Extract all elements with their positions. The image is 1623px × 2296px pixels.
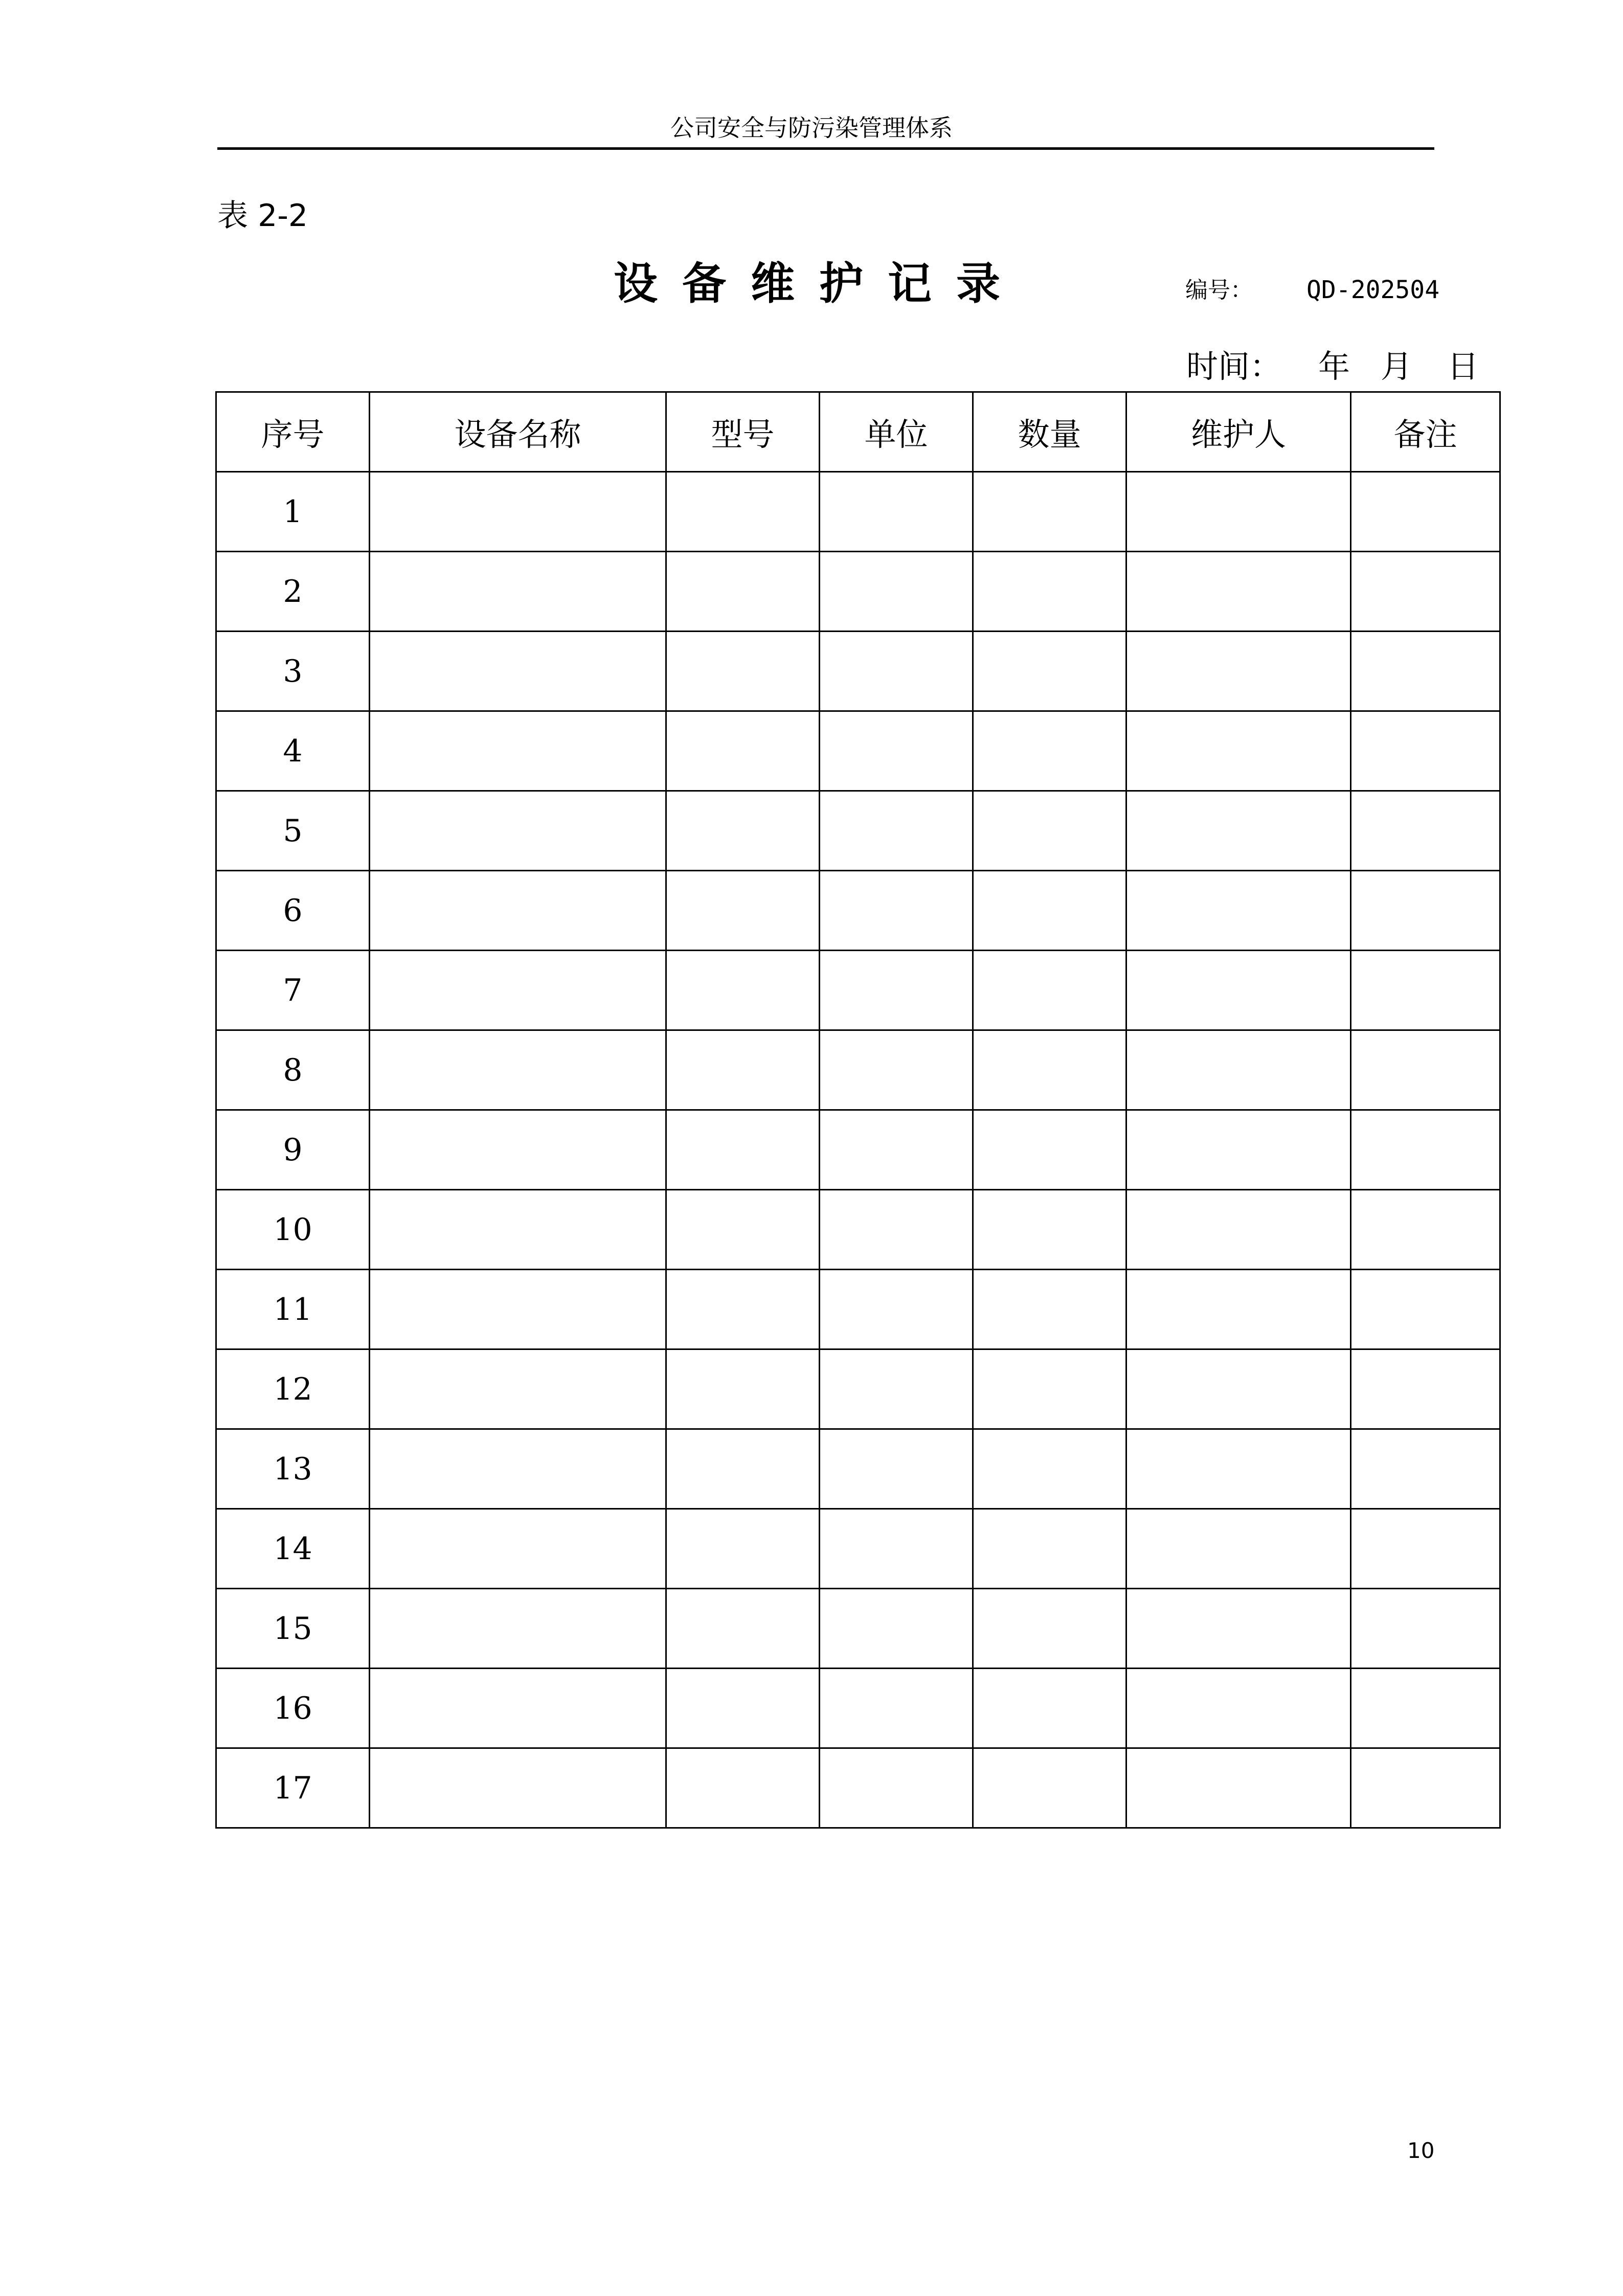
quantity-cell[interactable] xyxy=(973,1669,1126,1748)
unit-cell[interactable] xyxy=(820,472,973,552)
equipment-name-cell[interactable] xyxy=(370,1110,666,1190)
row-seq-cell: 3 xyxy=(216,632,370,711)
page-number: 10 xyxy=(1407,2138,1435,2163)
row-seq-cell: 12 xyxy=(216,1349,370,1429)
table-row xyxy=(216,791,1500,871)
quantity-cell[interactable] xyxy=(973,1349,1126,1429)
equipment-name-cell[interactable] xyxy=(370,632,666,711)
page-header-title: 公司安全与防污染管理体系 xyxy=(670,114,953,142)
quantity-cell[interactable] xyxy=(973,1190,1126,1270)
table-row xyxy=(216,472,1500,552)
table-body xyxy=(216,472,1500,1828)
column-header-remarks: 备注 xyxy=(1351,392,1500,472)
model-cell[interactable] xyxy=(666,1429,820,1509)
remark-cell[interactable] xyxy=(1351,1110,1500,1190)
maintainer-cell[interactable] xyxy=(1126,1270,1351,1349)
maintainer-cell[interactable] xyxy=(1126,1669,1351,1748)
remark-cell[interactable] xyxy=(1351,711,1500,791)
equipment-name-cell[interactable] xyxy=(370,1509,666,1589)
column-header-maintainer: 维护人 xyxy=(1126,392,1351,472)
model-cell[interactable] xyxy=(666,1110,820,1190)
unit-cell[interactable] xyxy=(820,1349,973,1429)
table-header-row xyxy=(216,392,1500,472)
row-seq-cell: 10 xyxy=(216,1190,370,1270)
model-cell[interactable] xyxy=(666,1270,820,1349)
table-row xyxy=(216,1349,1500,1429)
equipment-name-cell[interactable] xyxy=(370,1589,666,1669)
unit-cell[interactable] xyxy=(820,1748,973,1828)
table-row xyxy=(216,1669,1500,1748)
maintainer-cell[interactable] xyxy=(1126,791,1351,871)
model-cell[interactable] xyxy=(666,711,820,791)
remark-cell[interactable] xyxy=(1351,1429,1500,1509)
unit-cell[interactable] xyxy=(820,1110,973,1190)
header-divider xyxy=(217,147,1434,150)
equipment-name-cell[interactable] xyxy=(370,1669,666,1748)
column-header-seq: 序号 xyxy=(216,392,370,472)
equipment-name-cell[interactable] xyxy=(370,1030,666,1110)
maintainer-cell[interactable] xyxy=(1126,1589,1351,1669)
model-cell[interactable] xyxy=(666,1030,820,1110)
equipment-name-cell[interactable] xyxy=(370,711,666,791)
quantity-cell[interactable] xyxy=(973,1589,1126,1669)
quantity-cell[interactable] xyxy=(973,871,1126,951)
model-cell[interactable] xyxy=(666,1748,820,1828)
code-label: 编号： xyxy=(1185,277,1253,303)
row-seq-cell: 6 xyxy=(216,871,370,951)
unit-cell[interactable] xyxy=(820,1270,973,1349)
date-label: 时间： xyxy=(1186,348,1282,385)
table-row xyxy=(216,951,1500,1030)
maintainer-cell[interactable] xyxy=(1126,1030,1351,1110)
table-row xyxy=(216,1270,1500,1349)
remark-cell[interactable] xyxy=(1351,791,1500,871)
row-seq-cell: 14 xyxy=(216,1509,370,1589)
row-seq-cell: 7 xyxy=(216,951,370,1030)
model-cell[interactable] xyxy=(666,1589,820,1669)
remark-cell[interactable] xyxy=(1351,1589,1500,1669)
unit-cell[interactable] xyxy=(820,1030,973,1110)
model-cell[interactable] xyxy=(666,632,820,711)
maintainer-cell[interactable] xyxy=(1126,1190,1351,1270)
maintainer-cell[interactable] xyxy=(1126,472,1351,552)
table-row xyxy=(216,1190,1500,1270)
unit-cell[interactable] xyxy=(820,552,973,632)
table-row xyxy=(216,1030,1500,1110)
row-seq-cell: 9 xyxy=(216,1110,370,1190)
remark-cell[interactable] xyxy=(1351,1190,1500,1270)
model-cell[interactable] xyxy=(666,1509,820,1589)
quantity-cell[interactable] xyxy=(973,1509,1126,1589)
date-day-label: 日 xyxy=(1447,348,1479,385)
date-month-label: 月 xyxy=(1381,348,1413,385)
unit-cell[interactable] xyxy=(820,951,973,1030)
model-cell[interactable] xyxy=(666,791,820,871)
maintainer-cell[interactable] xyxy=(1126,552,1351,632)
remark-cell[interactable] xyxy=(1351,632,1500,711)
table-row xyxy=(216,711,1500,791)
unit-cell[interactable] xyxy=(820,1669,973,1748)
quantity-cell[interactable] xyxy=(973,1748,1126,1828)
table-row xyxy=(216,1748,1500,1828)
remark-cell[interactable] xyxy=(1351,1349,1500,1429)
unit-cell[interactable] xyxy=(820,791,973,871)
remark-cell[interactable] xyxy=(1351,1030,1500,1110)
unit-cell[interactable] xyxy=(820,1429,973,1509)
maintainer-cell[interactable] xyxy=(1126,1110,1351,1190)
row-seq-cell: 17 xyxy=(216,1748,370,1828)
unit-cell[interactable] xyxy=(820,711,973,791)
column-header-equipment-name: 设备名称 xyxy=(370,392,666,472)
table-row xyxy=(216,1429,1500,1509)
quantity-cell[interactable] xyxy=(973,1270,1126,1349)
maintainer-cell[interactable] xyxy=(1126,1509,1351,1589)
remark-cell[interactable] xyxy=(1351,871,1500,951)
unit-cell[interactable] xyxy=(820,632,973,711)
row-seq-cell: 15 xyxy=(216,1589,370,1669)
model-cell[interactable] xyxy=(666,552,820,632)
unit-cell[interactable] xyxy=(820,1589,973,1669)
table-row xyxy=(216,1509,1500,1589)
table-row xyxy=(216,1110,1500,1190)
row-seq-cell: 8 xyxy=(216,1030,370,1110)
column-header-unit: 单位 xyxy=(820,392,973,472)
row-seq-cell: 1 xyxy=(216,472,370,552)
quantity-cell[interactable] xyxy=(973,472,1126,552)
quantity-cell[interactable] xyxy=(973,951,1126,1030)
equipment-name-cell[interactable] xyxy=(370,951,666,1030)
row-seq-cell: 13 xyxy=(216,1429,370,1509)
row-seq-cell: 4 xyxy=(216,711,370,791)
unit-cell[interactable] xyxy=(820,1509,973,1589)
row-seq-cell: 2 xyxy=(216,552,370,632)
quantity-cell[interactable] xyxy=(973,791,1126,871)
model-cell[interactable] xyxy=(666,1349,820,1429)
equipment-name-cell[interactable] xyxy=(370,1270,666,1349)
date-year-label: 年 xyxy=(1318,348,1350,385)
row-seq-cell: 5 xyxy=(216,791,370,871)
code-value: QD-202504 xyxy=(1306,276,1440,304)
model-cell[interactable] xyxy=(666,1669,820,1748)
maintainer-cell[interactable] xyxy=(1126,632,1351,711)
maintainer-cell[interactable] xyxy=(1126,1748,1351,1828)
maintenance-record-table xyxy=(215,391,1501,1829)
remark-cell[interactable] xyxy=(1351,1509,1500,1589)
quantity-cell[interactable] xyxy=(973,1429,1126,1509)
maintainer-cell[interactable] xyxy=(1126,951,1351,1030)
quantity-cell[interactable] xyxy=(973,552,1126,632)
table-row xyxy=(216,552,1500,632)
remark-cell[interactable] xyxy=(1351,1669,1500,1748)
unit-cell[interactable] xyxy=(820,1190,973,1270)
model-cell[interactable] xyxy=(666,1190,820,1270)
quantity-cell[interactable] xyxy=(973,1030,1126,1110)
unit-cell[interactable] xyxy=(820,871,973,951)
table-row xyxy=(216,871,1500,951)
quantity-cell[interactable] xyxy=(973,711,1126,791)
remark-cell[interactable] xyxy=(1351,951,1500,1030)
equipment-name-cell[interactable] xyxy=(370,791,666,871)
equipment-name-cell[interactable] xyxy=(370,552,666,632)
model-cell[interactable] xyxy=(666,472,820,552)
column-header-quantity: 数量 xyxy=(973,392,1126,472)
equipment-name-cell[interactable] xyxy=(370,472,666,552)
maintainer-cell[interactable] xyxy=(1126,711,1351,791)
maintainer-cell[interactable] xyxy=(1126,871,1351,951)
equipment-name-cell[interactable] xyxy=(370,1190,666,1270)
table-row xyxy=(216,632,1500,711)
maintainer-cell[interactable] xyxy=(1126,1429,1351,1509)
row-seq-cell: 16 xyxy=(216,1669,370,1748)
equipment-name-cell[interactable] xyxy=(370,871,666,951)
quantity-cell[interactable] xyxy=(973,632,1126,711)
remark-cell[interactable] xyxy=(1351,552,1500,632)
model-cell[interactable] xyxy=(666,951,820,1030)
remark-cell[interactable] xyxy=(1351,1270,1500,1349)
maintainer-cell[interactable] xyxy=(1126,1349,1351,1429)
table-label: 表 2-2 xyxy=(217,198,308,234)
column-header-model: 型号 xyxy=(666,392,820,472)
remark-cell[interactable] xyxy=(1351,472,1500,552)
equipment-name-cell[interactable] xyxy=(370,1748,666,1828)
table-row xyxy=(216,1589,1500,1669)
equipment-name-cell[interactable] xyxy=(370,1349,666,1429)
equipment-name-cell[interactable] xyxy=(370,1429,666,1509)
row-seq-cell: 11 xyxy=(216,1270,370,1349)
model-cell[interactable] xyxy=(666,871,820,951)
document-title: 设备维护记录 xyxy=(614,258,1025,309)
quantity-cell[interactable] xyxy=(973,1110,1126,1190)
remark-cell[interactable] xyxy=(1351,1748,1500,1828)
